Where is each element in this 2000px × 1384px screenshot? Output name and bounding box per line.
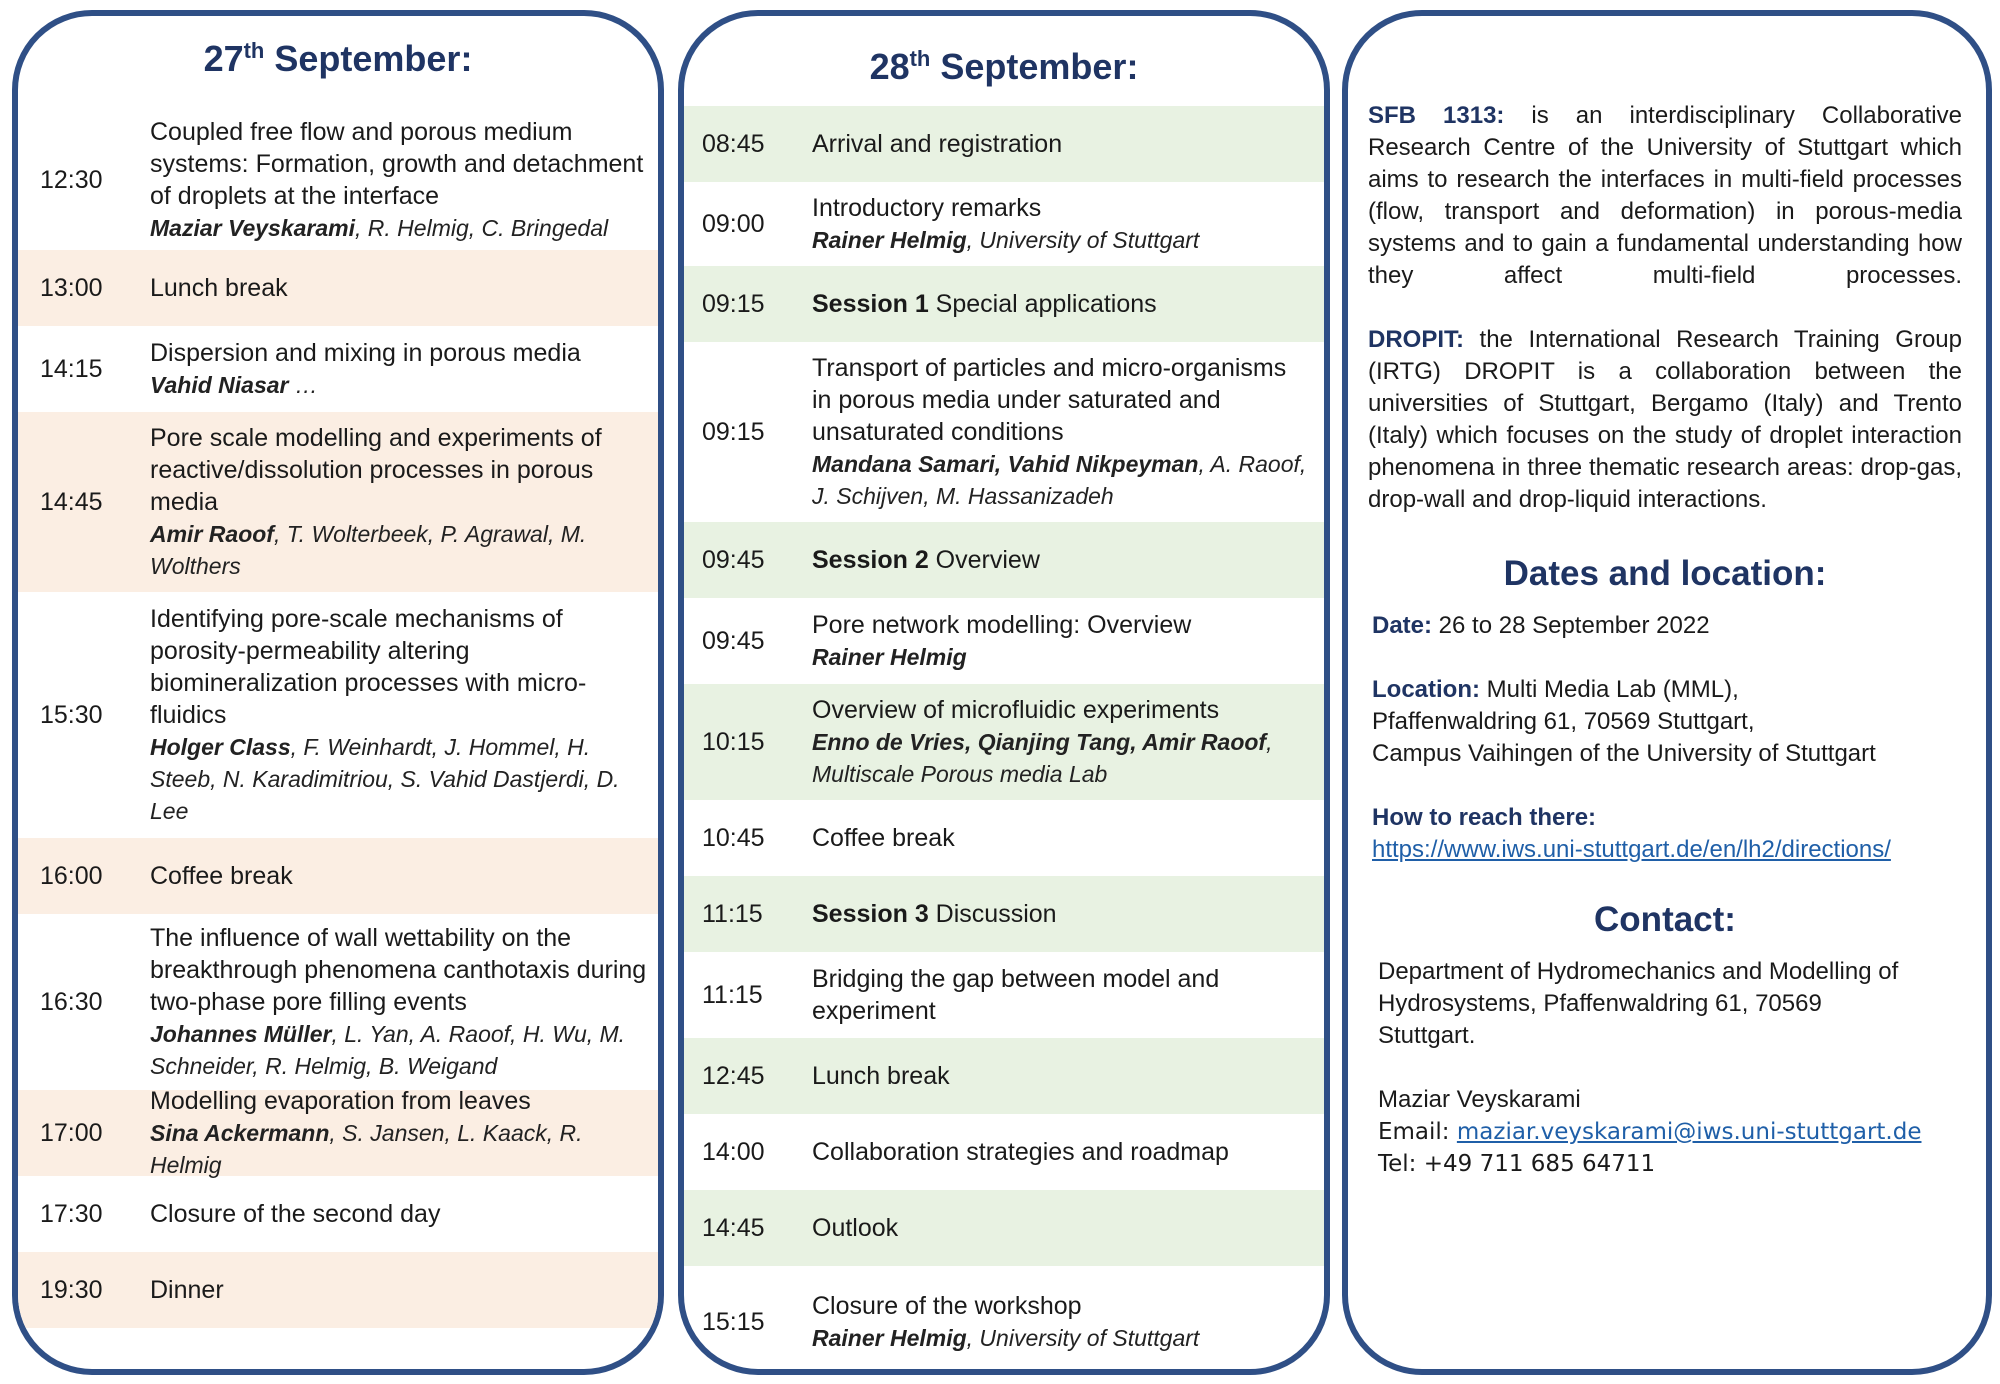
session-authors [812, 726, 1312, 790]
session-title [812, 694, 1312, 726]
session-content [150, 860, 658, 892]
day1-schedule [18, 110, 658, 1328]
day2-schedule [684, 106, 1324, 1375]
session-authors [150, 369, 658, 401]
session-content [812, 822, 1312, 854]
session-content [812, 1060, 1312, 1092]
info-panel [1342, 10, 1992, 1375]
title-text: Discussion [928, 900, 1057, 928]
session-title [812, 609, 1312, 641]
title-text: Overview [928, 546, 1040, 574]
co-authors: , R. Helmig, C. Bringedal [355, 215, 609, 241]
title-text: Modelling evaporation from leaves [150, 1087, 531, 1115]
day2-schedule-row [684, 1114, 1324, 1190]
location-block: Location: Multi Media Lab (MML), Pfaffenwaldring 61, 70569 Stuttgart, Campus Vaihingen of the University of Stuttgart [1372, 676, 1876, 767]
day2-title: 28th September: [869, 46, 1139, 87]
time-slot: 10:15 [702, 727, 765, 756]
lead-author: Rainer Helmig [812, 227, 967, 253]
day2-schedule-row [684, 876, 1324, 952]
session-title [150, 1274, 658, 1306]
day1-schedule-row [18, 914, 658, 1090]
day1-schedule-row [18, 1176, 658, 1252]
time-slot: 09:15 [702, 289, 765, 318]
time-slot: 11:15 [702, 980, 763, 1009]
time-slot: 11:15 [702, 899, 763, 928]
time-slot: 16:30 [40, 987, 103, 1016]
session-content [812, 192, 1312, 256]
co-authors: , F. Weinhardt, J. Hommel, H. Steeb, N. Karadimitriou, S. Vahid Dastjerdi, D. Lee [150, 734, 620, 824]
session-content [812, 1290, 1312, 1354]
session-title [150, 922, 658, 1018]
day2-panel [678, 10, 1330, 1375]
lead-author: Vahid Niasar [150, 372, 289, 398]
session-content [812, 963, 1312, 1027]
session-title [150, 860, 658, 892]
title-text: Transport of particles and micro-organisms in porous media under saturated and unsaturated conditions [812, 354, 1287, 446]
time-slot: 17:30 [40, 1199, 103, 1228]
day1-schedule-row [18, 838, 658, 914]
session-title [150, 116, 658, 212]
time-slot: 14:45 [40, 487, 103, 516]
title-text: Lunch break [812, 1062, 950, 1090]
session-title [150, 1198, 658, 1230]
session-title [150, 603, 658, 731]
time-slot: 10:45 [702, 823, 765, 852]
co-authors: , Multiscale Porous media Lab [812, 729, 1273, 787]
co-authors: , T. Wolterbeek, P. Agrawal, M. Wolthers [150, 521, 587, 579]
day2-schedule-row [684, 684, 1324, 800]
day1-schedule-row [18, 250, 658, 326]
session-content [150, 1274, 658, 1306]
time-slot: 08:45 [702, 129, 765, 158]
time-slot: 09:45 [702, 626, 765, 655]
time-slot: 15:30 [40, 700, 103, 729]
time-slot: 12:45 [702, 1061, 765, 1090]
day2-schedule-row [684, 1266, 1324, 1375]
session-title [812, 898, 1312, 930]
reach-label: How to reach there: [1372, 804, 1597, 831]
title-text: Identifying pore-scale mechanisms of porosity-permeability altering biomineralization processes with micro-fluidics [150, 605, 587, 729]
day1-schedule-row [18, 1087, 658, 1178]
title-text: Dispersion and mixing in porous media [150, 339, 581, 367]
session-title [812, 1060, 1312, 1092]
session-authors [812, 1322, 1312, 1354]
date-line: Date: 26 to 28 September 2022 [1372, 612, 1710, 639]
session-content [812, 1136, 1312, 1168]
lead-author: Rainer Helmig [812, 1325, 967, 1351]
session-number: Session 1 [812, 290, 929, 318]
session-authors [150, 1018, 658, 1082]
title-text: Overview of microfluidic experiments [812, 696, 1220, 724]
day2-schedule-row [684, 106, 1324, 182]
session-content [150, 922, 658, 1082]
time-slot: 12:30 [40, 165, 103, 194]
time-slot: 09:45 [702, 545, 765, 574]
dates-heading: Dates and location: [1503, 554, 1827, 593]
title-text: Outlook [812, 1214, 899, 1242]
session-content [812, 544, 1312, 576]
day1-title: 27th September: [203, 38, 473, 79]
day2-schedule-row [684, 342, 1324, 522]
session-title [812, 963, 1312, 1027]
day1-schedule-row [18, 110, 658, 250]
reach-link[interactable]: https://www.iws.uni-stuttgart.de/en/lh2/directions/ [1372, 836, 1891, 863]
session-number: Session 3 [812, 900, 929, 928]
co-authors: … [288, 372, 318, 398]
day1-schedule-row [18, 326, 658, 412]
day2-schedule-row [684, 1038, 1324, 1114]
co-authors: , L. Yan, A. Raoof, H. Wu, M. Schneider, R. Helmig, B. Weigand [150, 1021, 626, 1079]
lead-author: Sina Ackermann [150, 1120, 330, 1146]
day2-schedule-row [684, 1190, 1324, 1266]
session-content [150, 272, 658, 304]
time-slot: 09:00 [702, 209, 765, 238]
lead-author: Enno de Vries, Qianjing Tang, Amir Raoof [812, 729, 1267, 755]
time-slot: 14:15 [40, 354, 103, 383]
title-text: Coffee break [150, 862, 293, 890]
lead-author: Maziar Veyskarami [150, 215, 356, 241]
title-text: Coffee break [812, 824, 955, 852]
session-content [150, 337, 658, 401]
title-text: Pore scale modelling and experiments of reactive/dissolution processes in porous media [150, 424, 602, 516]
title-text: Dinner [150, 1276, 224, 1304]
session-content [812, 128, 1312, 160]
session-title [812, 544, 1312, 576]
time-slot: 17:00 [40, 1118, 103, 1147]
lead-author: Amir Raoof [150, 521, 274, 547]
session-content [812, 352, 1312, 512]
title-text: Arrival and registration [812, 130, 1063, 158]
session-title [812, 192, 1312, 224]
session-title [812, 1136, 1312, 1168]
title-text: Introductory remarks [812, 194, 1042, 222]
day1-schedule-row [18, 412, 658, 592]
session-content [812, 609, 1312, 673]
email-line: Email: maziar.veyskarami@iws.uni-stuttgart.de [1378, 1119, 1922, 1145]
title-text: Pore network modelling: Overview [812, 611, 1192, 639]
title-text: Bridging the gap between model and experiment [812, 965, 1220, 1025]
department-block: Department of Hydromechanics and Modelling of Hydrosystems, Pfaffenwaldring 61, 70569 Stuttgart. [1378, 958, 1899, 1049]
title-text: Lunch break [150, 274, 288, 302]
session-content [150, 116, 658, 244]
session-content [812, 898, 1312, 930]
session-content [150, 422, 658, 582]
co-authors: , University of Stuttgart [966, 227, 1200, 253]
session-authors [812, 448, 1312, 512]
time-slot: 15:15 [702, 1307, 765, 1336]
session-content [812, 288, 1312, 320]
dropit-description: DROPIT: the International Research Training Group (IRTG) DROPIT is a collaboration between the universities of Stuttgart, Bergamo (Italy) and Trento (Italy) which focuses on the study of droplet interaction phenomena in three thematic research areas: drop-gas, drop-wall and drop-liquid interactions. [1368, 326, 1962, 513]
session-authors [812, 641, 1312, 673]
session-authors [150, 212, 658, 244]
session-content [150, 1085, 658, 1181]
session-content [150, 603, 658, 827]
title-text: Special applications [928, 290, 1157, 318]
day1-schedule-row [18, 592, 658, 838]
tel-line: Tel: +49 711 685 64711 [1378, 1151, 1656, 1177]
time-slot: 14:00 [702, 1137, 765, 1166]
title-text: Closure of the workshop [812, 1292, 1082, 1320]
time-slot: 13:00 [40, 273, 103, 302]
co-authors: , A. Raoof, J. Schijven, M. Hassanizadeh [812, 451, 1307, 509]
day2-schedule-row [684, 182, 1324, 266]
day2-schedule-row [684, 800, 1324, 876]
contact-heading: Contact: [1594, 900, 1736, 939]
email-link[interactable]: maziar.veyskarami@iws.uni-stuttgart.de [1456, 1119, 1922, 1145]
co-authors: , S. Jansen, L. Kaack, R. Helmig [150, 1120, 583, 1178]
session-authors [812, 224, 1312, 256]
day2-schedule-row [684, 266, 1324, 342]
session-title [150, 1085, 658, 1117]
session-content [150, 1198, 658, 1230]
session-authors [150, 731, 658, 827]
contact-name: Maziar Veyskarami [1378, 1086, 1581, 1113]
lead-author: Johannes Müller [150, 1021, 332, 1047]
time-slot: 14:45 [702, 1213, 765, 1242]
day2-schedule-row [684, 522, 1324, 598]
session-number: Session 2 [812, 546, 929, 574]
day1-schedule-row [18, 1252, 658, 1328]
session-title [812, 1212, 1312, 1244]
title-text: The influence of wall wettability on the breakthrough phenomena canthotaxis during two-phase pore filling events [150, 924, 647, 1016]
session-content [812, 694, 1312, 790]
session-content [812, 1212, 1312, 1244]
session-authors [150, 518, 658, 582]
co-authors: , University of Stuttgart [966, 1325, 1200, 1351]
time-slot: 16:00 [40, 861, 103, 890]
time-slot: 19:30 [40, 1275, 103, 1304]
title-text: Collaboration strategies and roadmap [812, 1138, 1229, 1166]
session-authors [150, 1117, 658, 1181]
session-title [812, 128, 1312, 160]
session-title [812, 352, 1312, 448]
day2-schedule-row [684, 598, 1324, 684]
lead-author: Holger Class [150, 734, 291, 760]
session-title [812, 1290, 1312, 1322]
session-title [812, 288, 1312, 320]
lead-author: Rainer Helmig [812, 644, 967, 670]
lead-author: Mandana Samari, Vahid Nikpeyman [812, 451, 1199, 477]
session-title [812, 822, 1312, 854]
time-slot: 09:15 [702, 417, 765, 446]
session-title [150, 272, 658, 304]
session-title [150, 337, 658, 369]
day1-panel [12, 10, 664, 1375]
session-title [150, 422, 658, 518]
day2-schedule-row [684, 952, 1324, 1038]
title-text: Coupled free flow and porous medium systems: Formation, growth and detachment of droplets at the interface [150, 118, 644, 210]
sfb-description: SFB 1313: is an interdisciplinary Collaborative Research Centre of the University of Stuttgart which aims to research the interfaces in multi-field processes (flow, transport and deformation) in porous-media systems and to gain a fundamental understanding how they affect multi-field processes. [1368, 102, 1962, 289]
title-text: Closure of the second day [150, 1200, 441, 1228]
